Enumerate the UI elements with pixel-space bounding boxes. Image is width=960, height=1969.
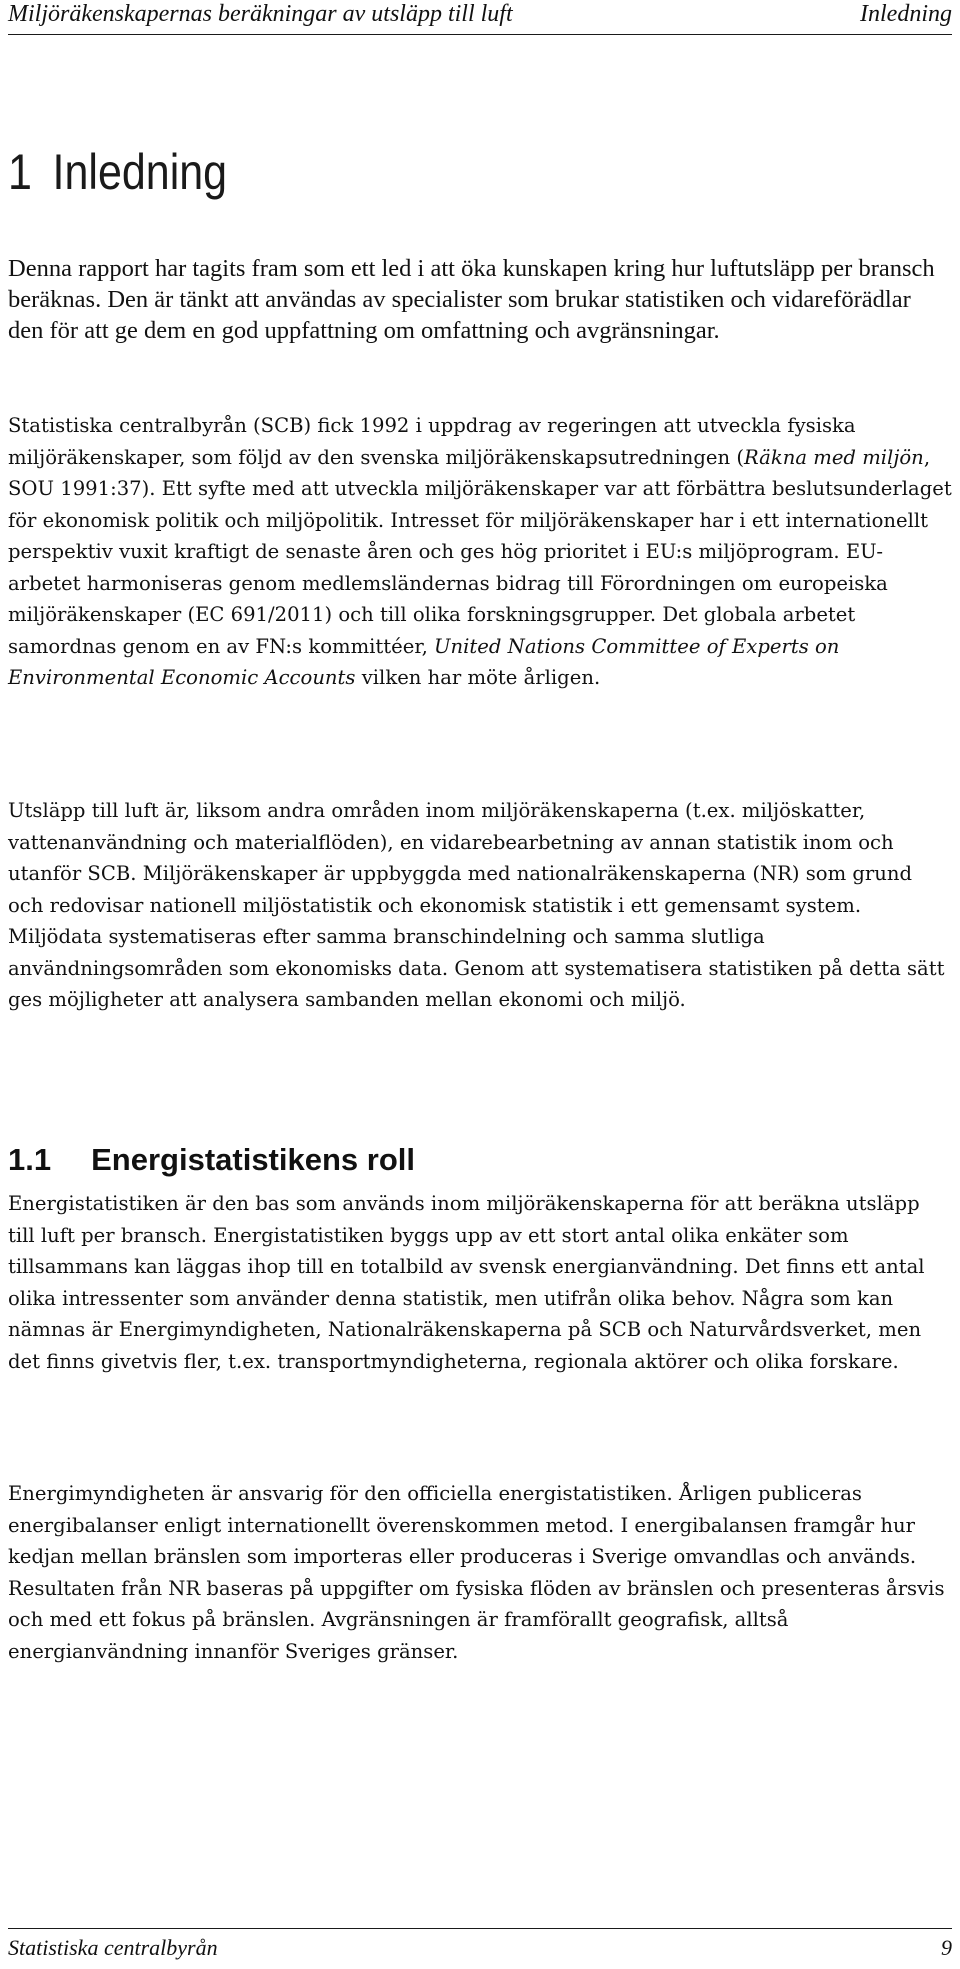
intro-paragraph: Denna rapport har tagits fram som ett led i att öka kunskapen kring hur luftutsläpp per bransch beräknas. Den är tänkt att användas av specialister som brukar statistiken och vidareförädlar den för att ge dem en god uppfattning om omfattning och avgränsningar. [8,255,935,344]
running-footer [8,1928,952,1960]
chapter-title: Inledning [52,144,228,200]
running-header [8,0,952,35]
header-chapter-name: Inledning [860,1,952,27]
page-number: 9 [941,1935,952,1960]
body-paragraph-4: Energimyndigheten är ansvarig för den officiella energistatistiken. Årligen publiceras energibalanser enligt internationellt överenskommen metod. I energibalansen framgår hur kedjan mellan bränslen som importeras eller produceras i Sverige omvandlas och används. Resultaten från NR baseras på uppgifter om fysiska flöden av bränslen och presenteras årsvis och med ett fokus på bränslen. Avgränsningen är framförallt geografisk, alltså energianvändning innanför Sveriges gränser. [8,1482,945,1663]
footer-publisher: Statistiska centralbyrån [8,1935,218,1960]
report-title-italic: Räkna med miljön [743,445,924,469]
header-document-title: Miljöräkenskapernas beräkningar av utsläpp till luft [8,1,513,27]
section-title: Energistatistikens roll [91,1142,415,1177]
body-paragraph-2: Utsläpp till luft är, liksom andra områden inom miljöräkenskaperna (t.ex. miljöskatter, vattenanvändning och materialflöden), en vidarebearbetning av annan statistik inom och utanför SCB. Miljöräkenskaper är uppbyggda med nationalräkenskaperna (NR) som grund och redovisar nationell miljöstatistik och ekonomisk statistik i ett gemensamt system. Miljödata systematiseras efter samma branschindelning och samma slutliga användningsområden som ekonomisks data. Genom att systematisera statistiken på detta sätt ges möjligheter att analysera sambanden mellan ekonomi och miljö. [8,799,945,1011]
chapter-heading [8,144,227,200]
chapter-number: 1 [8,144,32,200]
paragraph-text: vilken har möte årligen. [355,666,601,689]
body-paragraph-3: Energistatistiken är den bas som används inom miljöräkenskaperna för att beräkna utsläpp till luft per bransch. Energistatistiken byggs upp av ett stort antal olika enkäter som tillsammans kan läggas ihop till en totalbild av svensk energianvändning. Det finns ett antal olika intressenter som använder denna statistik, men utifrån olika behov. Några som kan nämnas är Energimyndigheten, Nationalräkenskaperna på SCB och Naturvårdsverket, men det finns givetvis fler, t.ex. transportmyndigheterna, regionala aktörer och olika forskare. [8,1192,925,1373]
body-paragraph-1 [8,410,952,694]
section-number: 1.1 [8,1142,52,1177]
paragraph-text: , SOU 1991:37). Ett syfte med att utveckla miljöräkenskaper var att förbättra beslutsunderlaget för ekonomisk politik och miljöpolitik. Intresset för miljöräkenskaper har i ett internationellt perspektiv vuxit kraftigt de senaste åren och ges hög prioritet i EU:s miljöprogram. EU-arbetet harmoniseras genom medlemsländernas bidrag till Förordningen om europeiska miljöräkenskaper (EC 691/2011) och till olika forskningsgrupper. Det globala arbetet samordnas genom en av FN:s kommittéer, [8,445,952,658]
section-heading [8,1142,415,1178]
committee-name-italic: United Nations Committee of Experts on Environmental Economic Accounts [8,634,840,689]
paragraph-text: Statistiska centralbyrån (SCB) fick 1992 i uppdrag av regeringen att utveckla fysiska miljöräkenskaper, som följd av den svenska miljöräkenskapsutredningen ( [8,414,856,469]
